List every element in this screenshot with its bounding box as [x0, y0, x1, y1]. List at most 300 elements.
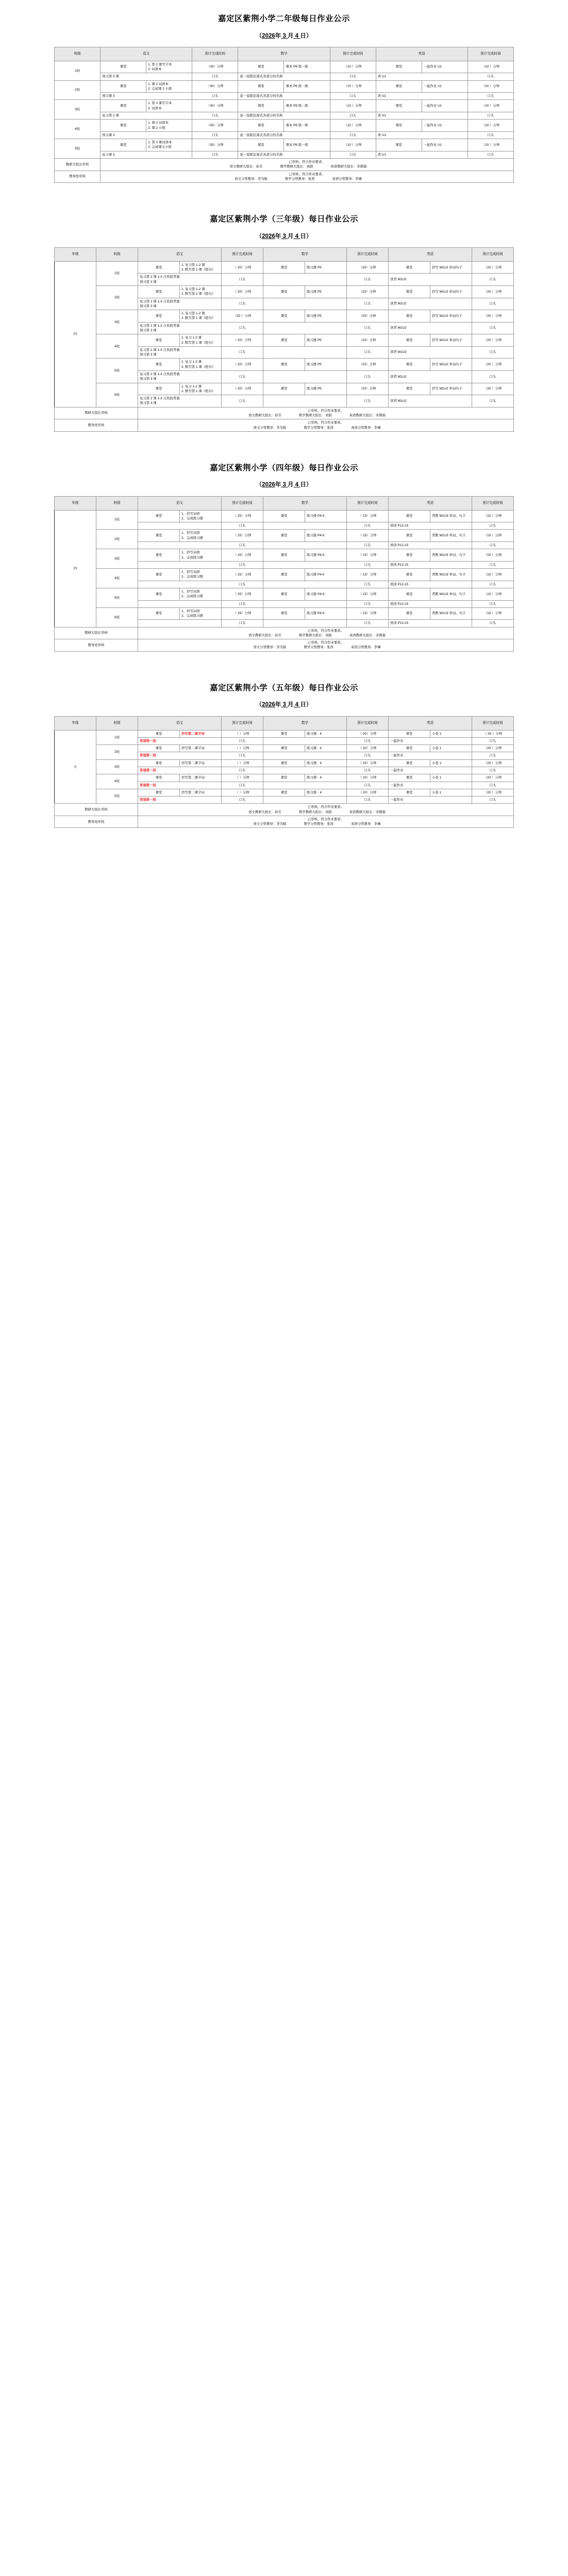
- math-oral-task: [263, 767, 347, 774]
- english-oral-task: 读 U1: [376, 151, 467, 158]
- english-mode-tag: 课堂: [389, 359, 430, 371]
- english-written-time: （15 ）分钟: [472, 607, 514, 620]
- section-spacer: [54, 828, 514, 845]
- chinese-oral-time: 口头: [222, 541, 263, 549]
- math-mode-tag: 课堂: [263, 334, 305, 347]
- chinese-oral-task: [138, 600, 222, 607]
- table-header-row: [55, 496, 514, 510]
- chinese-oral-task: 复习课 2: [101, 151, 192, 158]
- chinese-oral-task: [138, 561, 222, 568]
- english-written-task: 背默 M1U3 单词、句子: [430, 607, 472, 620]
- english-oral-time: 口头: [472, 796, 514, 804]
- class-written-row: [55, 310, 514, 323]
- math-oral-time: 口头: [347, 274, 389, 286]
- english-oral-time: 口头: [467, 131, 513, 139]
- english-oral-task: 熟读 P12-15: [389, 561, 472, 568]
- math-oral-time: 口头: [347, 346, 389, 359]
- english-written-task: 小卷 1: [430, 730, 472, 737]
- group-leader-chinese: 语文教研大组长：孙芳: [248, 413, 281, 417]
- math-oral-time: 口头: [347, 737, 389, 744]
- math-written-time: （10 ）分钟: [330, 100, 376, 112]
- math-oral-time: 口头: [330, 73, 376, 80]
- chinese-oral-time: 口头: [222, 796, 263, 804]
- math-written-task: 课本 P6 练一练: [284, 120, 330, 132]
- english-written-task: 抄写 M1U2 单词句子: [430, 286, 472, 298]
- class-name-cell: 3班: [55, 100, 101, 120]
- math-oral-task: [263, 322, 347, 334]
- chinese-written-task: 抄写第二课字词: [180, 745, 222, 752]
- english-written-time: （20 ）分钟: [472, 310, 514, 323]
- table-title: 嘉定区紫荆小学二年级每日作业公示: [218, 14, 350, 23]
- math-oral-task: [263, 737, 347, 744]
- footer-approved-text: 已审核，符合作业要求。: [307, 805, 344, 809]
- chinese-written-time: （30）分钟: [192, 100, 238, 112]
- english-written-task: 抄写 M1U2 单词句子: [430, 334, 472, 347]
- english-oral-time: 口头: [467, 151, 513, 158]
- english-written-task: 抄写 M1U2 单词句子: [430, 359, 472, 371]
- math-written-time: （ 20）分钟: [347, 745, 389, 752]
- class-name-cell: 5班: [96, 359, 138, 383]
- class-name-cell: 4班: [96, 334, 138, 359]
- chinese-oral-time: 口头: [222, 782, 263, 789]
- class-written-row: [55, 334, 514, 347]
- math-mode-tag: 课堂: [263, 359, 305, 371]
- chinese-oral-time: 口头: [222, 322, 263, 334]
- english-oral-time: 口头: [467, 93, 513, 100]
- footer-group-review-body: [101, 159, 514, 171]
- english-oral-time: 口头: [472, 600, 514, 607]
- chinese-written-time: （ 20）分钟: [222, 261, 263, 274]
- class-written-row: [55, 100, 514, 112]
- english-oral-task: 熟读 P12-15: [389, 522, 472, 530]
- chinese-written-time: （30）分钟: [192, 139, 238, 151]
- group-leader-math: 数学教研大组长：刘娟: [298, 633, 332, 637]
- col-header-chinese: 语文: [138, 247, 222, 261]
- english-oral-task: 一起作业: [389, 796, 472, 804]
- office-supervisor-english: 英语分管教导：李琳: [350, 646, 381, 650]
- class-written-row: [55, 789, 514, 796]
- english-oral-task: 读背 M1U2: [389, 274, 472, 286]
- english-mode-tag: 课堂: [376, 80, 422, 93]
- english-oral-time: 口头: [472, 620, 514, 627]
- footer-approved-text: 已审核，符合作业要求。: [307, 409, 344, 413]
- chinese-oral-task: 复习第 2 课 1-3 自然段背诵 预习第 3 课: [138, 370, 222, 383]
- class-name-cell: 5班: [96, 588, 138, 607]
- chinese-written-time: （ ）分钟: [222, 789, 263, 796]
- footer-approved-text: 已审核，符合作业要求。: [307, 817, 344, 821]
- document-page: [0, 0, 568, 845]
- chinese-oral-task: 预习课 3: [101, 131, 192, 139]
- footer-label-group: 教研大组长审核: [55, 804, 138, 816]
- homework-table-grade4: [54, 496, 514, 652]
- table-header-row: [55, 716, 514, 730]
- english-oral-time: 口头: [472, 737, 514, 744]
- english-oral-time: 口头: [472, 782, 514, 789]
- chinese-oral-time: 口头: [222, 370, 263, 383]
- col-header-class: 班级: [96, 496, 138, 510]
- class-written-row: [55, 730, 514, 737]
- class-written-row: [55, 139, 514, 151]
- english-oral-time: 口头: [472, 370, 514, 383]
- chinese-written-time: （20 ）分钟: [222, 310, 263, 323]
- chinese-written-time: （ 25）分钟: [222, 607, 263, 620]
- col-header-chinese: 语文: [138, 496, 222, 510]
- english-written-time: （15 ）分钟: [472, 549, 514, 562]
- col-header-time-chinese: 预计完成时间: [192, 47, 238, 61]
- homework-table-grade5: [54, 716, 514, 828]
- chinese-mode-tag: 课堂: [101, 61, 146, 73]
- chinese-oral-time: 口头: [222, 274, 263, 286]
- english-written-task: 背默 M1U3 单词、句子: [430, 569, 472, 581]
- class-name-cell: 2班: [55, 80, 101, 100]
- chinese-oral-task: 复习第 2 课 1-3 自然段背诵 预习第 3 课: [138, 395, 222, 408]
- chinese-written-time: （ 20）分钟: [222, 334, 263, 347]
- chinese-oral-task: 背诵第一段: [138, 782, 222, 789]
- class-name-cell: 4班: [96, 569, 138, 588]
- math-written-time: （ 15）分钟: [347, 607, 389, 620]
- math-mode-tag: 课堂: [263, 510, 305, 522]
- english-mode-tag: 课堂: [389, 588, 430, 600]
- math-written-task: 练习册 P4-5: [305, 569, 347, 581]
- english-mode-tag: 课堂: [389, 510, 430, 522]
- math-written-time: （10 ）分钟: [330, 80, 376, 93]
- math-oral-time: 口头: [330, 151, 376, 158]
- english-oral-task: 读 U1: [376, 112, 467, 120]
- math-mode-tag: 课堂: [263, 569, 305, 581]
- footer-group-review-row: [55, 804, 514, 816]
- class-written-row: [55, 261, 514, 274]
- grade-cell: 四: [55, 510, 96, 627]
- english-oral-task: 一起作业: [389, 782, 472, 789]
- chinese-written-time: （ 20）分钟: [222, 286, 263, 298]
- class-oral-row: [55, 151, 514, 158]
- english-oral-time: 口头: [467, 73, 513, 80]
- math-written-time: （ 15）分钟: [347, 530, 389, 542]
- chinese-written-task: 1. 复习 1-2 课 2. 默写第 1 课《绝句》: [180, 383, 222, 395]
- english-mode-tag: 课堂: [389, 607, 430, 620]
- math-written-time: （ 20）分钟: [347, 730, 389, 737]
- chinese-written-task: 抄写第二课字词: [180, 774, 222, 782]
- english-written-task: 一起作业 U1: [422, 139, 467, 151]
- math-written-task: 练习册 P5: [305, 310, 347, 323]
- math-written-task: 练习册：4: [305, 759, 347, 767]
- english-oral-task: 读背 M1U2: [389, 346, 472, 359]
- chinese-oral-time: 口头: [192, 93, 238, 100]
- chinese-mode-tag: 课堂: [138, 588, 180, 600]
- footer-group-review-row: [55, 159, 514, 171]
- chinese-oral-task: 复习第 2 课 1-3 自然段背诵 预习第 3 课: [138, 322, 222, 334]
- math-oral-task: 说一说除法算式各部分的名称: [238, 112, 330, 120]
- chinese-written-task: 1. 复习第 1-2 课 2. 默写第 1 课《绝句》: [180, 310, 222, 323]
- footer-office-review-row: [55, 419, 514, 432]
- english-written-task: 抄写 M1U2 单词句子: [430, 310, 472, 323]
- english-mode-tag: 课堂: [389, 310, 430, 323]
- table-title: 嘉定区紫荆小学（三年级）每日作业公示: [209, 215, 358, 224]
- class-name-cell: 3班: [96, 549, 138, 569]
- chinese-written-task: 1、抄写词语 2、完成练习册: [180, 530, 222, 542]
- chinese-written-task: 1、抄写词语 2、完成练习册: [180, 510, 222, 522]
- math-mode-tag: 课堂: [263, 774, 305, 782]
- math-mode-tag: 课堂: [263, 759, 305, 767]
- chinese-written-task: 1、抄写词语 2、完成练习册: [180, 549, 222, 562]
- group-leader-chinese: 语文教研大组长：孙芳: [229, 165, 263, 169]
- english-written-task: 抄写 M1U2 单词句子: [430, 383, 472, 395]
- math-mode-tag: 课堂: [263, 261, 305, 274]
- math-written-time: （10 ）分钟: [330, 139, 376, 151]
- chinese-mode-tag: 课堂: [138, 730, 180, 737]
- class-oral-row: [55, 93, 514, 100]
- footer-office-review-row: [55, 639, 514, 652]
- class-name-cell: 3班: [96, 310, 138, 334]
- english-written-time: （20 ）分钟: [472, 383, 514, 395]
- office-supervisor-english: 英语分管教导：李琳: [350, 822, 381, 826]
- table-title: 嘉定区紫荆小学（五年级）每日作业公示: [209, 683, 358, 692]
- class-written-row: [55, 120, 514, 132]
- english-mode-tag: 课堂: [376, 100, 422, 112]
- math-oral-time: 口头: [330, 131, 376, 139]
- english-mode-tag: 课堂: [389, 789, 430, 796]
- table-date: （2026年 3 月 4 日）: [256, 482, 312, 488]
- footer-label-office: 教导处审核: [55, 171, 101, 183]
- math-oral-time: 口头: [330, 112, 376, 120]
- col-header-class: 班级: [55, 47, 101, 61]
- col-header-math: 数学: [263, 496, 347, 510]
- math-oral-time: 口头: [347, 561, 389, 568]
- english-oral-task: 读背 M1U2: [389, 370, 472, 383]
- chinese-mode-tag: 课堂: [138, 334, 180, 347]
- col-header-english: 英语: [389, 247, 472, 261]
- english-oral-time: 口头: [472, 561, 514, 568]
- footer-group-review-row: [55, 407, 514, 419]
- class-written-row: [55, 745, 514, 752]
- col-header-time-english: 预计完成时间: [472, 496, 514, 510]
- math-written-task: 课本 P6 练一练: [284, 80, 330, 93]
- col-header-class: 班级: [96, 716, 138, 730]
- english-oral-time: 口头: [472, 541, 514, 549]
- col-header-math: 数学: [263, 716, 347, 730]
- chinese-oral-task: [138, 581, 222, 588]
- math-written-time: （ 20）分钟: [347, 774, 389, 782]
- chinese-mode-tag: 课堂: [138, 774, 180, 782]
- chinese-written-task: 抄写第二课字词: [180, 730, 222, 737]
- footer-group-review-body: [138, 627, 514, 639]
- footer-approved-text: 已审核，符合作业要求。: [307, 641, 344, 645]
- math-mode-tag: 课堂: [238, 120, 284, 132]
- math-written-time: （10 ）分钟: [330, 61, 376, 73]
- english-written-task: 背默 M1U3 单词、句子: [430, 510, 472, 522]
- english-written-task: 一起作业 U1: [422, 120, 467, 132]
- english-mode-tag: 课堂: [389, 569, 430, 581]
- chinese-written-task: 1. 复习第 1-2 课 2. 默写第 1 课《绝句》: [180, 286, 222, 298]
- col-header-time-english: 预计完成时间: [472, 247, 514, 261]
- math-written-time: （20）分钟: [347, 261, 389, 274]
- section-grade4: [0, 449, 568, 669]
- math-written-time: （ 20）分钟: [347, 789, 389, 796]
- chinese-oral-time: 口头: [222, 298, 263, 310]
- english-oral-time: 口头: [472, 274, 514, 286]
- english-oral-task: 读背 M1U2: [389, 322, 472, 334]
- english-mode-tag: 课堂: [389, 774, 430, 782]
- english-written-task: 小卷 1: [430, 789, 472, 796]
- math-oral-task: 说一说除法算式各部分的名称: [238, 131, 330, 139]
- english-oral-task: 读背 M1U2: [389, 395, 472, 408]
- col-header-time-english: 预计完成时间: [467, 47, 513, 61]
- group-leader-english: 英语教研大组长：宋俐霖: [349, 633, 386, 637]
- math-oral-time: 口头: [347, 782, 389, 789]
- class-name-cell: 6班: [96, 607, 138, 627]
- chinese-written-task: 1. 第 2 课写字本 2. 词语本: [146, 100, 192, 112]
- math-oral-time: 口头: [347, 767, 389, 774]
- class-name-cell: 3班: [96, 759, 138, 774]
- chinese-oral-time: 口头: [192, 73, 238, 80]
- math-oral-task: 说一说除法算式各部分的名称: [238, 151, 330, 158]
- math-oral-task: [263, 346, 347, 359]
- homework-disclosure-root: [0, 0, 568, 845]
- group-leader-english: 英语教研大组长：宋俐霖: [349, 810, 386, 814]
- english-written-task: 一起作业 U1: [422, 61, 467, 73]
- chinese-oral-task: 背诵第一段: [138, 796, 222, 804]
- office-supervisor-math: 数学分管教导：张茜: [285, 177, 315, 181]
- group-leader-math: 数学教研大组长：刘娟: [298, 810, 332, 814]
- english-oral-task: 读 U1: [376, 131, 467, 139]
- math-oral-task: [263, 581, 347, 588]
- chinese-mode-tag: 课堂: [138, 510, 180, 522]
- chinese-oral-time: 口头: [222, 522, 263, 530]
- english-written-time: （20 ）分钟: [472, 774, 514, 782]
- math-mode-tag: 课堂: [263, 549, 305, 562]
- english-mode-tag: 课堂: [389, 261, 430, 274]
- class-name-cell: 5班: [96, 789, 138, 804]
- col-header-time-math: 预计完成时间: [347, 247, 389, 261]
- math-mode-tag: 课堂: [263, 286, 305, 298]
- col-header-math: 数学: [238, 47, 330, 61]
- english-written-time: （20 ）分钟: [472, 334, 514, 347]
- chinese-mode-tag: 课堂: [138, 310, 180, 323]
- math-oral-time: 口头: [330, 93, 376, 100]
- math-oral-task: [263, 752, 347, 759]
- english-written-task: 一起作业 U1: [422, 80, 467, 93]
- math-written-task: 练习册 P5: [305, 334, 347, 347]
- math-written-task: 练习册 P5: [305, 383, 347, 395]
- math-written-task: 练习册 P5: [305, 359, 347, 371]
- english-mode-tag: 课堂: [376, 61, 422, 73]
- english-written-time: （20 ）分钟: [472, 359, 514, 371]
- english-written-task: 背默 M1U3 单词、句子: [430, 530, 472, 542]
- chinese-mode-tag: 课堂: [101, 80, 146, 93]
- math-oral-task: [263, 395, 347, 408]
- office-supervisor-english: 英语分管教导：李琳: [350, 426, 381, 430]
- chinese-written-task: 1. 复习 1-2 课 2. 默写第 1 课《绝句》: [180, 334, 222, 347]
- footer-approved-text: 已审核，符合作业要求。: [307, 629, 344, 633]
- chinese-mode-tag: 课堂: [101, 120, 146, 132]
- math-oral-task: 说一说除法算式各部分的名称: [238, 93, 330, 100]
- math-written-task: 练习册：4: [305, 745, 347, 752]
- col-header-time-math: 预计完成时间: [347, 496, 389, 510]
- math-mode-tag: 课堂: [263, 310, 305, 323]
- section-grade2: [0, 0, 568, 200]
- chinese-oral-task: 复习第 2 课 1-3 自然段背诵 预习第 3 课: [138, 274, 222, 286]
- english-mode-tag: 课堂: [389, 730, 430, 737]
- class-written-row: [55, 61, 514, 73]
- chinese-written-task: 1. 第 2 课写字本 2. 词语本: [146, 61, 192, 73]
- english-mode-tag: 课堂: [389, 334, 430, 347]
- english-written-time: （15 ）分钟: [472, 569, 514, 581]
- chinese-mode-tag: 课堂: [138, 530, 180, 542]
- class-name-cell: 2班: [96, 745, 138, 760]
- math-oral-time: 口头: [347, 620, 389, 627]
- col-header-class: 班级: [96, 247, 138, 261]
- english-written-task: 小卷 1: [430, 759, 472, 767]
- math-written-time: （20）分钟: [347, 383, 389, 395]
- table-date: （2026年 3 月 4 日）: [256, 233, 312, 240]
- chinese-written-time: （ ）分钟: [222, 774, 263, 782]
- chinese-written-time: （ ）分钟: [222, 730, 263, 737]
- english-oral-time: 口头: [472, 752, 514, 759]
- footer-label-office: 教导处审核: [55, 816, 138, 828]
- footer-office-review-body: [138, 639, 514, 652]
- col-header-english: 英语: [376, 47, 467, 61]
- english-mode-tag: 课堂: [389, 745, 430, 752]
- english-written-task: 小卷 1: [430, 745, 472, 752]
- chinese-oral-task: 背诵第一段: [138, 752, 222, 759]
- math-mode-tag: 课堂: [263, 730, 305, 737]
- english-written-time: （15 ）分钟: [472, 588, 514, 600]
- homework-table-grade2: [54, 47, 514, 183]
- table-date: （2026年 3 月 4 日）: [256, 702, 312, 708]
- table-header-row: [55, 247, 514, 261]
- english-oral-task: 熟读 P12-15: [389, 600, 472, 607]
- math-oral-task: 说一说除法算式各部分的名称: [238, 73, 330, 80]
- math-written-task: 课本 P6 练一练: [284, 100, 330, 112]
- math-written-task: 课本 P6 练一练: [284, 139, 330, 151]
- group-leader-chinese: 语文教研大组长：孙芳: [248, 810, 281, 814]
- math-oral-task: [263, 620, 347, 627]
- math-oral-task: [263, 561, 347, 568]
- chinese-written-task: 1. 复习第 1-2 课 2. 默写第 1 课《绝句》: [180, 261, 222, 274]
- chinese-written-time: （ 25）分钟: [222, 569, 263, 581]
- col-header-time-math: 预计完成时间: [347, 716, 389, 730]
- col-header-grade: 年级: [55, 247, 96, 261]
- english-oral-task: 熟读 P12-15: [389, 620, 472, 627]
- chinese-oral-time: 口头: [222, 581, 263, 588]
- footer-office-review-body: [101, 171, 514, 183]
- math-written-task: 练习册 P4-5: [305, 549, 347, 562]
- english-oral-time: 口头: [467, 112, 513, 120]
- math-written-time: （ 15）分钟: [347, 588, 389, 600]
- class-oral-row: [55, 73, 514, 80]
- chinese-mode-tag: 课堂: [138, 286, 180, 298]
- footer-label-group: 教研大组长审核: [55, 407, 138, 419]
- col-header-chinese: 语文: [101, 47, 192, 61]
- chinese-oral-task: 背诵第一段: [138, 737, 222, 744]
- chinese-written-task: 1、抄写词语 2、完成练习册: [180, 569, 222, 581]
- math-oral-time: 口头: [347, 322, 389, 334]
- math-written-task: 练习册 P4-5: [305, 510, 347, 522]
- footer-label-group: 教研大组长审核: [55, 627, 138, 639]
- chinese-mode-tag: 课堂: [138, 569, 180, 581]
- class-written-row: [55, 530, 514, 542]
- english-written-time: （10 ）分钟: [467, 139, 513, 151]
- math-oral-task: [263, 782, 347, 789]
- math-mode-tag: 课堂: [263, 745, 305, 752]
- col-header-english: 英语: [389, 716, 472, 730]
- math-written-task: 练习册：4: [305, 774, 347, 782]
- math-oral-time: 口头: [347, 370, 389, 383]
- office-supervisor-english: 英语分管教导：李琳: [332, 177, 362, 181]
- math-oral-task: [263, 600, 347, 607]
- class-written-row: [55, 759, 514, 767]
- math-written-task: 练习册 P4-5: [305, 588, 347, 600]
